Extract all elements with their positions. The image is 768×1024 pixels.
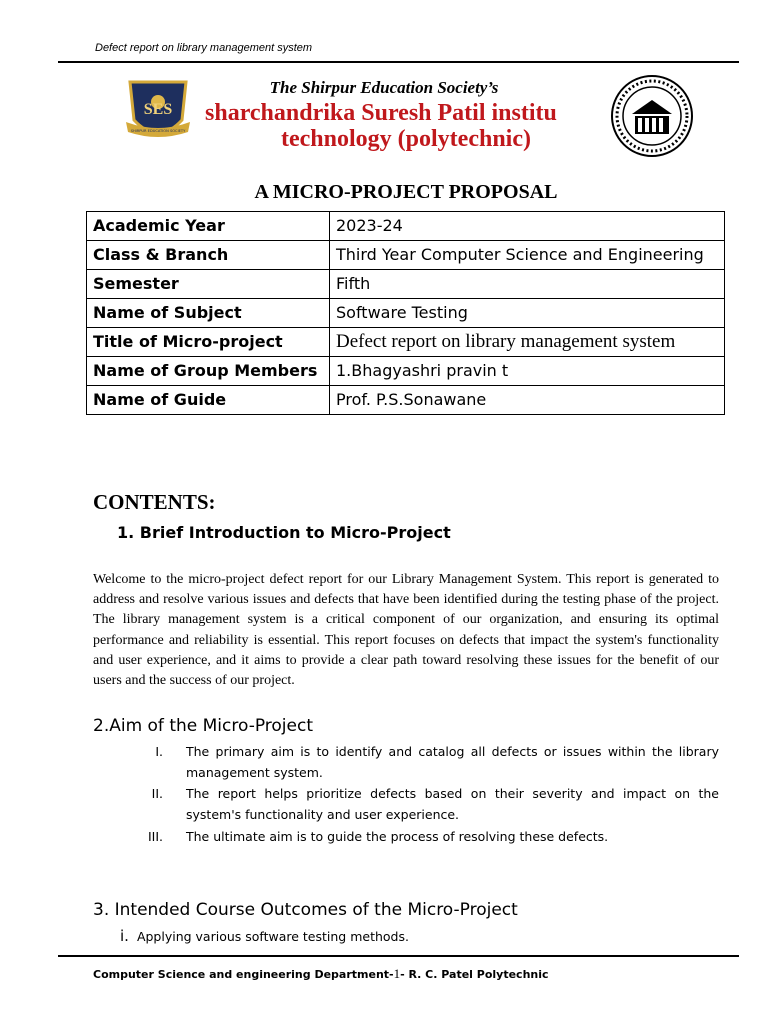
footer-college: - R. C. Patel Polytechnic	[400, 968, 549, 981]
proposal-heading: A MICRO-PROJECT PROPOSAL	[254, 181, 558, 203]
svg-text:SES: SES	[143, 101, 173, 118]
list-item-text: The primary aim is to identify and catalog all defects or issues within the library management system.	[186, 744, 719, 780]
list-item	[93, 741, 719, 783]
section1-title: 1. Brief Introduction to Micro-Project	[117, 523, 451, 542]
list-item-number: I.	[155, 744, 163, 759]
list-item	[93, 826, 719, 847]
info-value: 2023-24	[330, 212, 725, 241]
list-item-number: II.	[151, 786, 163, 801]
footer-rule	[58, 955, 739, 957]
table-row	[87, 386, 725, 415]
list-item	[120, 927, 409, 945]
page-footer	[93, 966, 549, 982]
section2-title: 2.Aim of the Micro-Project	[93, 716, 313, 736]
ses-logo-text	[144, 101, 173, 118]
info-key: Title of Micro-project	[87, 328, 330, 357]
table-row	[87, 299, 725, 328]
list-item-text: The ultimate aim is to guide the process of resolving these defects.	[186, 829, 609, 844]
society-name: The Shirpur Education Society’s	[269, 78, 499, 97]
table-row	[87, 270, 725, 299]
contents-heading: CONTENTS:	[93, 490, 216, 514]
table-row	[87, 212, 725, 241]
info-key: Name of Guide	[87, 386, 330, 415]
header-rule	[58, 61, 739, 63]
info-value: Software Testing	[330, 299, 725, 328]
section1-paragraph: Welcome to the micro-project defect report for our Library Management System. This report is generated to address and resolve various issues and defects that have been identified during the testing phase of the project. The library management system is a critical component of our organization, and ensuring its optimal performance and reliability is essential. This report focuses on defects that impact the system's functionality and user experience, and it aims to provide a clear path toward resolving these issues for the benefit of our users and the success of our project.	[93, 572, 719, 689]
info-key: Name of Group Members	[87, 357, 330, 386]
info-key: Name of Subject	[87, 299, 330, 328]
svg-text:SHIRPUR EDUCATION SOCIETY: SHIRPUR EDUCATION SOCIETY	[130, 129, 186, 133]
list-item	[93, 783, 719, 825]
project-info-table	[86, 211, 725, 415]
info-value: Defect report on library management system	[330, 328, 725, 357]
institute-name-line1: sharchandrika Suresh Patil institu	[205, 100, 557, 126]
list-item-text: The report helps prioritize defects based on their severity and impact on the system's functionality and user experience.	[186, 786, 719, 822]
table-row	[87, 241, 725, 270]
list-item-number: i.	[120, 927, 129, 945]
board-seal	[607, 74, 697, 158]
running-header: Defect report on library management system	[95, 42, 313, 54]
list-item-text: Applying various software testing methods.	[136, 929, 409, 944]
footer-department: Computer Science and engineering Department-	[93, 968, 394, 981]
info-value: Fifth	[330, 270, 725, 299]
institute-name-line2: technology (polytechnic)	[281, 126, 531, 152]
table-row	[87, 328, 725, 357]
info-value: Prof. P.S.Sonawane	[330, 386, 725, 415]
info-key: Academic Year	[87, 212, 330, 241]
table-row	[87, 357, 725, 386]
info-key: Semester	[87, 270, 330, 299]
info-value: 1.Bhagyashri pravin t	[330, 357, 725, 386]
info-value: Third Year Computer Science and Engineering	[330, 241, 725, 270]
section3-title: 3. Intended Course Outcomes of the Micro-Project	[93, 900, 518, 920]
page-number: 1	[393, 966, 401, 981]
list-item-number: III.	[147, 829, 163, 844]
info-key: Class & Branch	[87, 241, 330, 270]
